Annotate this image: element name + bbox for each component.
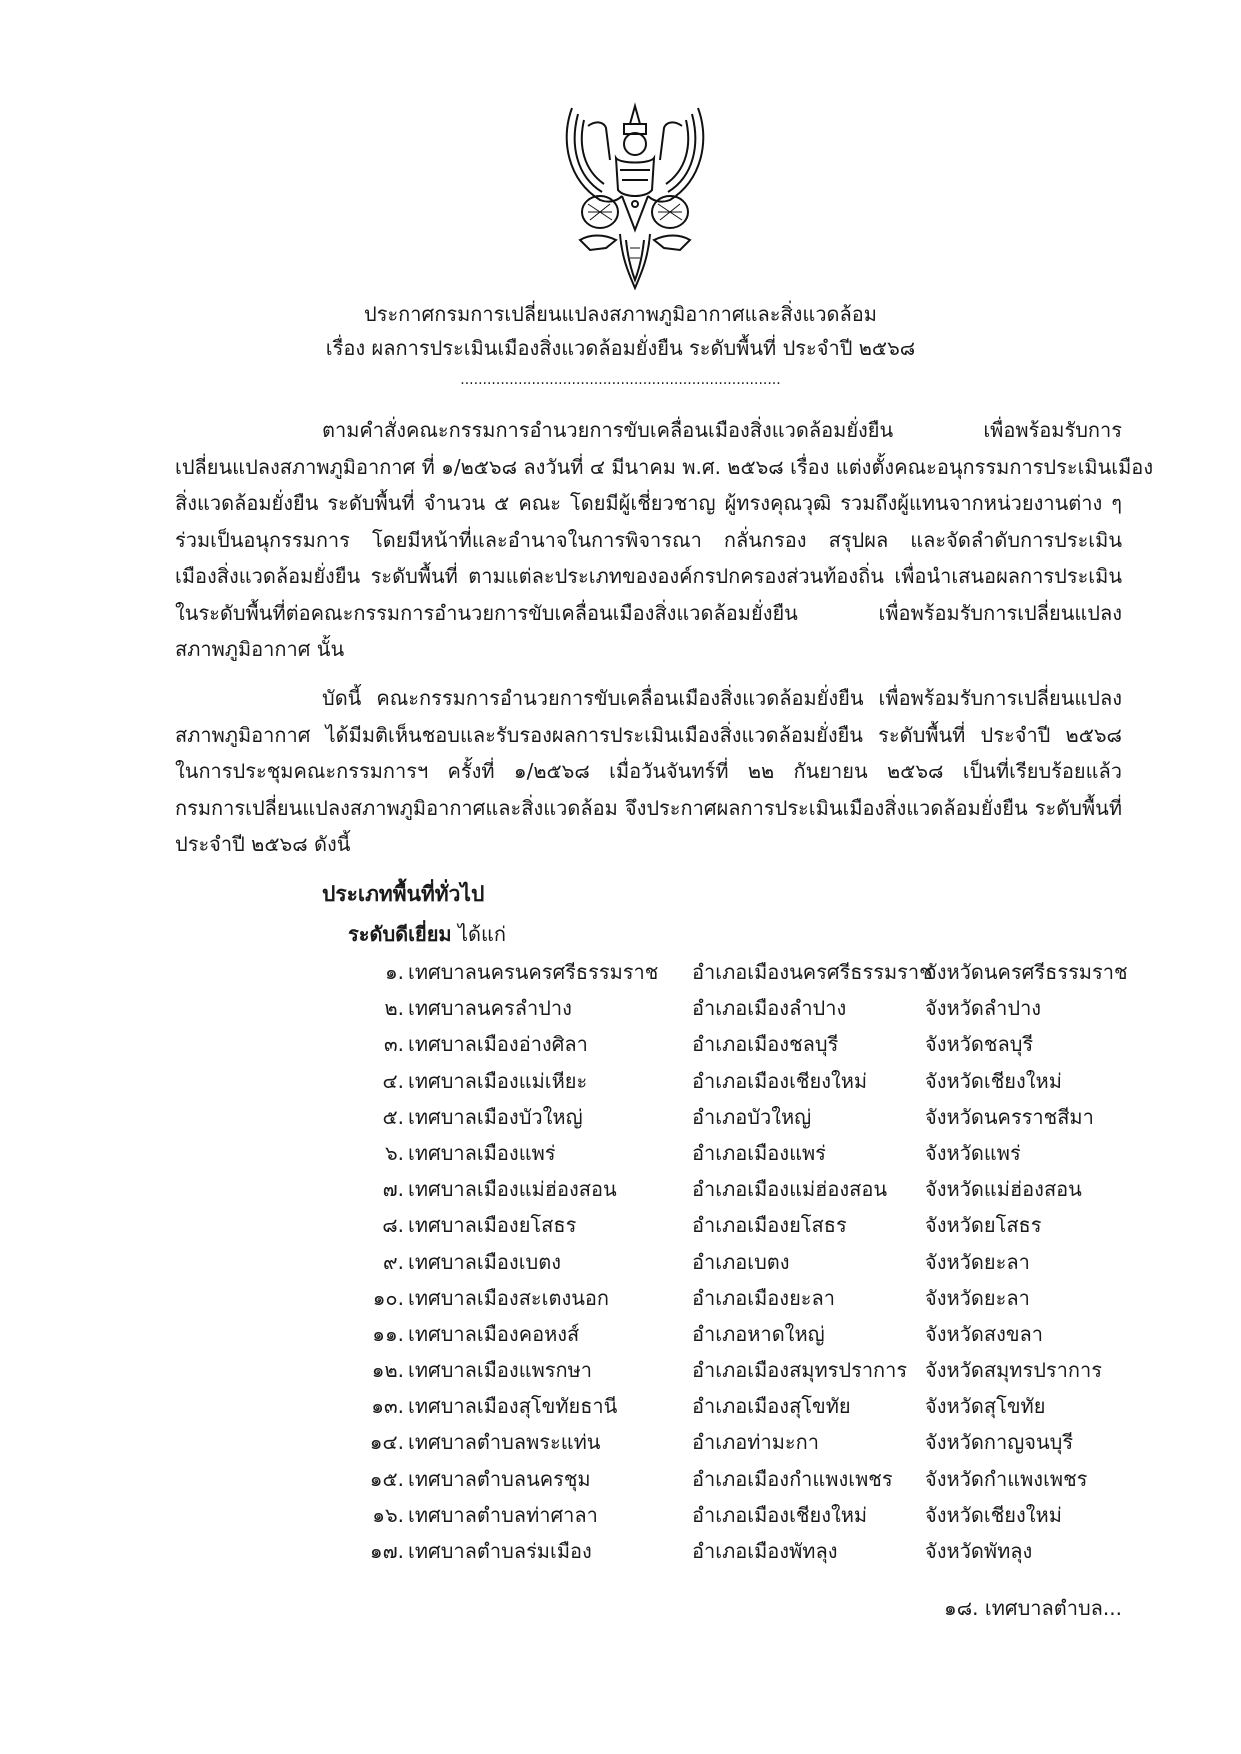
district-name: อำเภอหาดใหญ่ bbox=[692, 1321, 825, 1346]
item-number: ๙. bbox=[382, 1249, 404, 1274]
item-number: ๑๐. bbox=[372, 1285, 404, 1310]
municipality-name: เทศบาลนครลำปาง bbox=[408, 996, 572, 1021]
district-name: อำเภอเมืองนครศรีธรรมราช bbox=[692, 960, 933, 984]
district-name: อำเภอเมืองเชียงใหม่ bbox=[692, 1502, 868, 1527]
paragraph-line: ในการประชุมคณะกรรมการฯ ครั้งที่ ๑/๒๕๖๘ เมื่อวันจันทร์ที่ ๒๒ กันยายน ๒๕๖๘ เป็นที่เรียบร้อยแล้ว bbox=[175, 759, 1122, 783]
item-number: ๕. bbox=[382, 1104, 404, 1129]
municipality-name: เทศบาลเมืองอ่างศิลา bbox=[408, 1032, 588, 1057]
item-number: ๑๒. bbox=[371, 1358, 404, 1383]
municipality-name: เทศบาลตำบลร่มเมือง bbox=[408, 1539, 592, 1563]
province-name: จังหวัดเชียงใหม่ bbox=[925, 1068, 1062, 1093]
list-item bbox=[0, 1280, 1241, 1316]
list-item bbox=[0, 1026, 1241, 1062]
province-name: จังหวัดชลบุรี bbox=[925, 1032, 1034, 1057]
level-label: ระดับดีเยี่ยม bbox=[348, 922, 452, 946]
municipality-name: เทศบาลเมืองสุโขทัยธานี bbox=[408, 1394, 618, 1419]
list-item bbox=[0, 1461, 1241, 1497]
paragraph-line: ร่วมเป็นอนุกรรมการ โดยมีหน้าที่และอำนาจในการพิจารณา กลั่นกรอง สรุปผล และจัดลำดับการประเมิน bbox=[175, 527, 1122, 552]
section-heading: ประเภทพื้นที่ทั่วไป bbox=[322, 882, 485, 906]
list-item bbox=[0, 1207, 1241, 1243]
paragraph-line: สิ่งแวดล้อมยั่งยืน ระดับพื้นที่ จำนวน ๕ คณะ โดยมีผู้เชี่ยวชาญ ผู้ทรงคุณวุฒิ รวมถึงผู้แทนจากหน่วยงานต่าง ๆ bbox=[175, 491, 1122, 515]
province-name: จังหวัดสุโขทัย bbox=[925, 1394, 1046, 1419]
province-name: จังหวัดกาญจนบุรี bbox=[925, 1430, 1074, 1455]
municipality-name: เทศบาลเมืองแม่ฮ่องสอน bbox=[408, 1177, 617, 1202]
item-number: ๒. bbox=[384, 996, 404, 1021]
municipality-name: เทศบาลตำบลท่าศาลา bbox=[408, 1502, 598, 1527]
level-heading bbox=[348, 918, 506, 950]
list-item bbox=[0, 1099, 1241, 1135]
list-item bbox=[0, 1533, 1241, 1569]
province-name: จังหวัดแพร่ bbox=[925, 1140, 1021, 1165]
district-name: อำเภอเมืองยะลา bbox=[692, 1285, 836, 1310]
list-item bbox=[0, 990, 1241, 1026]
district-name: อำเภอเบตง bbox=[692, 1249, 790, 1274]
list-item bbox=[0, 1244, 1241, 1280]
province-name: จังหวัดพัทลุง bbox=[925, 1539, 1033, 1563]
item-number: ๘. bbox=[382, 1213, 404, 1238]
level-suffix: ได้แก่ bbox=[451, 922, 507, 946]
item-number: ๑. bbox=[384, 960, 404, 984]
municipality-name: เทศบาลเมืองยโสธร bbox=[408, 1213, 577, 1238]
list-item bbox=[0, 1063, 1241, 1099]
province-name: จังหวัดยะลา bbox=[925, 1285, 1030, 1310]
paragraph-announcement bbox=[175, 680, 1122, 863]
paragraph-line: ประจำปี ๒๕๖๘ ดังนี้ bbox=[175, 832, 351, 856]
district-name: อำเภอเมืองสุโขทัย bbox=[692, 1394, 851, 1419]
paragraph-line: เมืองสิ่งแวดล้อมยั่งยืน ระดับพื้นที่ ตามแต่ละประเภทขององค์กรปกครองส่วนท้องถิ่น เพื่อนำเสนอผลการประเมิน bbox=[175, 564, 1122, 588]
garuda-emblem-icon bbox=[560, 100, 710, 290]
announcement-title: ประกาศกรมการเปลี่ยนแปลงสภาพภูมิอากาศและสิ่งแวดล้อม bbox=[364, 302, 877, 326]
list-item bbox=[0, 1352, 1241, 1388]
item-number: ๔. bbox=[382, 1068, 404, 1093]
district-name: อำเภอเมืองแม่ฮ่องสอน bbox=[692, 1177, 888, 1202]
district-name: อำเภอบัวใหญ่ bbox=[692, 1104, 812, 1129]
paragraph-line: เปลี่ยนแปลงสภาพภูมิอากาศ ที่ ๑/๒๕๖๘ ลงวันที่ ๔ มีนาคม พ.ศ. ๒๕๖๘ เรื่อง แต่งตั้งคณะอนุกรรมการประเมินเมือง bbox=[175, 454, 1154, 479]
province-name: จังหวัดยโสธร bbox=[925, 1213, 1042, 1238]
paragraph-line: บัดนี้ คณะกรรมการอำนวยการขับเคลื่อนเมืองสิ่งแวดล้อมยั่งยืน เพื่อพร้อมรับการเปลี่ยนแปลง bbox=[322, 686, 1122, 710]
list-item bbox=[0, 1424, 1241, 1460]
province-name: จังหวัดแม่ฮ่องสอน bbox=[925, 1177, 1082, 1202]
paragraph-line: สภาพภูมิอากาศ ได้มีมติเห็นชอบและรับรองผลการประเมินเมืองสิ่งแวดล้อมยั่งยืน ระดับพื้นที่ ประจำปี ๒๕๖๘ bbox=[175, 722, 1122, 747]
province-name: จังหวัดสมุทรปราการ bbox=[925, 1358, 1102, 1383]
province-name: จังหวัดสงขลา bbox=[925, 1321, 1044, 1346]
paragraph-line: ตามคำสั่งคณะกรรมการอำนวยการขับเคลื่อนเมืองสิ่งแวดล้อมยั่งยืน เพื่อพร้อมรับการ bbox=[322, 418, 1122, 442]
paragraph-background bbox=[175, 412, 1154, 668]
item-number: ๑๔. bbox=[369, 1430, 404, 1455]
list-item bbox=[0, 1497, 1241, 1533]
item-number: ๑๖. bbox=[372, 1502, 404, 1527]
district-name: อำเภอเมืองพัทลุง bbox=[692, 1539, 838, 1563]
item-number: ๗. bbox=[382, 1177, 404, 1202]
municipality-name: เทศบาลเมืองสะเตงนอก bbox=[408, 1285, 610, 1310]
list-item bbox=[0, 1171, 1241, 1207]
district-name: อำเภอเมืองสมุทรปราการ bbox=[692, 1358, 908, 1383]
item-number: ๖. bbox=[384, 1140, 404, 1165]
municipality-name: เทศบาลตำบลนครชุม bbox=[408, 1466, 591, 1491]
district-name: อำเภอท่ามะกา bbox=[692, 1430, 819, 1455]
list-item bbox=[0, 954, 1241, 990]
province-name: จังหวัดยะลา bbox=[925, 1249, 1030, 1274]
district-name: อำเภอเมืองกำแพงเพชร bbox=[692, 1466, 893, 1491]
announcement-subject: เรื่อง ผลการประเมินเมืองสิ่งแวดล้อมยั่งยืน ระดับพื้นที่ ประจำปี ๒๕๖๘ bbox=[325, 336, 916, 360]
province-name: จังหวัดนครราชสีมา bbox=[925, 1104, 1094, 1129]
municipality-name: เทศบาลเมืองแพรกษา bbox=[408, 1358, 593, 1383]
municipality-name: เทศบาลเมืองบัวใหญ่ bbox=[408, 1104, 583, 1129]
district-name: อำเภอเมืองแพร่ bbox=[692, 1140, 826, 1165]
list-item bbox=[0, 1388, 1241, 1424]
paragraph-line: สภาพภูมิอากาศ นั้น bbox=[175, 637, 345, 661]
title-separator: ........................................................................ bbox=[460, 372, 781, 388]
province-name: จังหวัดลำปาง bbox=[925, 996, 1042, 1021]
continuation-marker: ๑๘. เทศบาลตำบล... bbox=[944, 1596, 1122, 1620]
municipality-name: เทศบาลตำบลพระแท่น bbox=[408, 1430, 601, 1455]
municipality-name: เทศบาลเมืองคอหงส์ bbox=[408, 1321, 580, 1346]
province-name: จังหวัดกำแพงเพชร bbox=[925, 1466, 1088, 1491]
municipality-name: เทศบาลนครนครศรีธรรมราช bbox=[408, 960, 659, 984]
list-item bbox=[0, 1316, 1241, 1352]
municipality-name: เทศบาลเมืองแม่เหียะ bbox=[408, 1068, 588, 1093]
paragraph-line: กรมการเปลี่ยนแปลงสภาพภูมิอากาศและสิ่งแวดล้อม จึงประกาศผลการประเมินเมืองสิ่งแวดล้อมยั่งยืน ระดับพื้นที่ bbox=[175, 795, 1122, 820]
winners-list bbox=[0, 954, 1241, 1569]
item-number: ๑๗. bbox=[369, 1539, 404, 1563]
province-name: จังหวัดเชียงใหม่ bbox=[925, 1502, 1062, 1527]
district-name: อำเภอเมืองลำปาง bbox=[692, 996, 847, 1021]
item-number: ๑๓. bbox=[371, 1394, 404, 1419]
municipality-name: เทศบาลเมืองแพร่ bbox=[408, 1140, 556, 1165]
list-item bbox=[0, 1135, 1241, 1171]
district-name: อำเภอเมืองยโสธร bbox=[692, 1213, 847, 1238]
district-name: อำเภอเมืองเชียงใหม่ bbox=[692, 1068, 868, 1093]
item-number: ๓. bbox=[383, 1032, 404, 1057]
province-name: จังหวัดนครศรีธรรมราช bbox=[925, 960, 1128, 984]
item-number: ๑๑. bbox=[372, 1321, 404, 1346]
paragraph-line: ในระดับพื้นที่ต่อคณะกรรมการอำนวยการขับเคลื่อนเมืองสิ่งแวดล้อมยั่งยืน เพื่อพร้อมรับการเปลี่ยนแปลง bbox=[175, 600, 1122, 625]
district-name: อำเภอเมืองชลบุรี bbox=[692, 1032, 839, 1057]
item-number: ๑๕. bbox=[369, 1466, 404, 1491]
municipality-name: เทศบาลเมืองเบตง bbox=[408, 1249, 561, 1274]
